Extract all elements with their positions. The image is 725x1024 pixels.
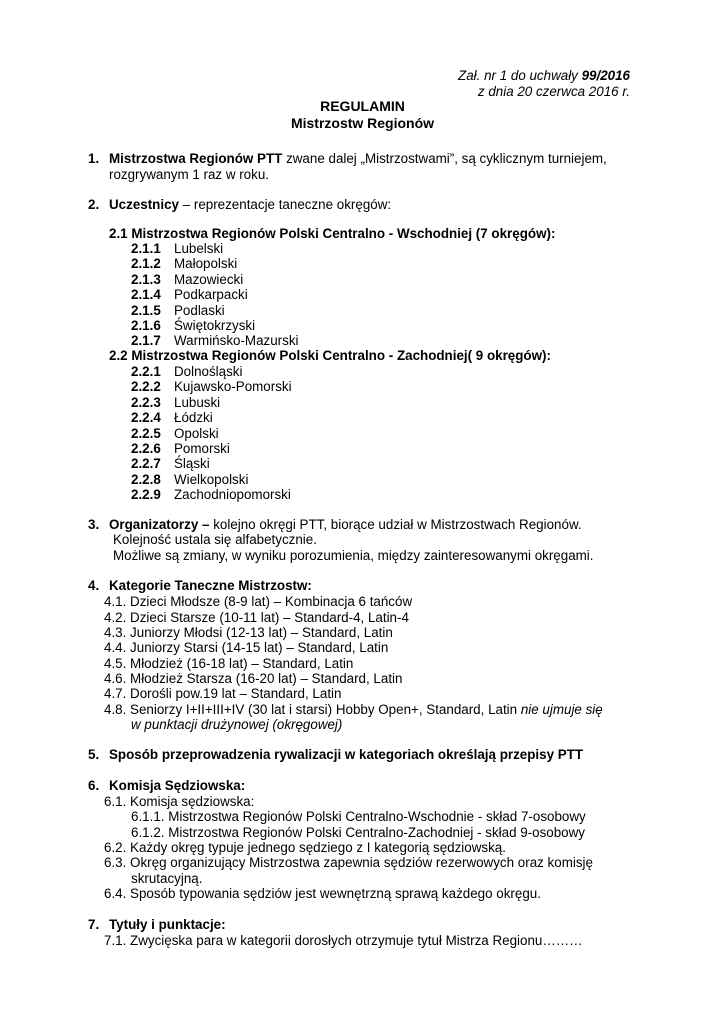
list-item: 6.4. Sposób typowania sędziów jest wewnętrzną sprawą każdego okręgu. bbox=[104, 886, 541, 901]
section-number: 6. bbox=[88, 778, 100, 793]
list-item: Mazowiecki bbox=[174, 272, 244, 287]
list-item-number: 2.2.2 bbox=[131, 379, 161, 394]
list-item-number: 2.2.6 bbox=[131, 441, 161, 456]
list-item: 4.5. Młodzież (16-18 lat) – Standard, Latin bbox=[104, 656, 354, 671]
list-item: Podlaski bbox=[174, 303, 225, 318]
list-item: Zachodniopomorski bbox=[174, 487, 291, 502]
list-item-number: 2.1.6 bbox=[131, 318, 161, 333]
section-number: 1. bbox=[88, 151, 100, 166]
section-4-title: Kategorie Taneczne Mistrzostw: bbox=[109, 578, 312, 593]
section-number: 3. bbox=[88, 517, 100, 532]
list-item-number: 2.2.3 bbox=[131, 395, 161, 410]
list-item: 4.8. Seniorzy I+II+III+IV (30 lat i starsi) Hobby Open+, Standard, Latin nie ujmuje się bbox=[104, 702, 603, 717]
section-number: 7. bbox=[88, 917, 100, 932]
list-item: 6.3. Okręg organizujący Mistrzostwa zapewnia sędziów rezerwowych oraz komisję bbox=[104, 855, 593, 870]
list-item-number: 2.2.4 bbox=[131, 410, 161, 425]
list-item-number: 2.1.4 bbox=[131, 287, 161, 302]
list-item: Lubuski bbox=[174, 395, 221, 410]
list-item: 7.1. Zwycięska para w kategorii dorosłych otrzymuje tytuł Mistrza Regionu……… bbox=[104, 933, 583, 948]
section-3-text-cont: Kolejność ustala się alfabetycznie. bbox=[113, 532, 317, 547]
list-item: 6.2. Każdy okręg typuje jednego sędziego z I kategorią sędziowską. bbox=[104, 840, 506, 855]
section-number: 2. bbox=[88, 197, 100, 212]
section-1-text: Mistrzostwa Regionów PTT zwane dalej „Mistrzostwami”, są cyklicznym turniejem, bbox=[109, 151, 607, 166]
resolution-reference: Zał. nr 1 do uchwały 99/2016 bbox=[458, 68, 630, 83]
list-item-number: 2.1.7 bbox=[131, 333, 161, 348]
section-6-title: Komisja Sędziowska: bbox=[109, 778, 246, 793]
section-2-text: Uczestnicy – reprezentacje taneczne okręgów: bbox=[109, 197, 392, 212]
list-item: 6.1.1. Mistrzostwa Regionów Polski Centralno-Wschodnie - skład 7-osobowy bbox=[131, 809, 586, 824]
subsection-title: 2.2 Mistrzostwa Regionów Polski Centralno - Zachodniej( 9 okręgów): bbox=[109, 348, 551, 363]
list-item: Małopolski bbox=[174, 256, 238, 271]
section-7-title: Tytuły i punktacje: bbox=[109, 917, 226, 932]
section-5-title: Sposób przeprowadzenia rywalizacji w kategoriach określają przepisy PTT bbox=[109, 747, 584, 762]
list-item: Dolnośląski bbox=[174, 364, 243, 379]
list-item: Wielkopolski bbox=[174, 472, 249, 487]
resolution-date: z dnia 20 czerwca 2016 r. bbox=[477, 84, 630, 99]
document-subtitle: Mistrzostw Regionów bbox=[290, 115, 435, 131]
list-item: Świętokrzyski bbox=[174, 318, 256, 333]
section-number: 5. bbox=[88, 747, 100, 762]
section-3-text: Organizatorzy – kolejno okręgi PTT, biorące udział w Mistrzostwach Regionów. bbox=[109, 517, 582, 532]
list-item: 4.1. Dzieci Młodsze (8-9 lat) – Kombinacja 6 tańców bbox=[104, 594, 413, 609]
list-item-number: 2.1.1 bbox=[131, 241, 161, 256]
list-item: Śląski bbox=[174, 456, 210, 471]
list-item-cont: skrutacyjną. bbox=[131, 871, 203, 886]
list-item: Warmińsko-Mazurski bbox=[174, 333, 299, 348]
list-item: 4.3. Juniorzy Młodsi (12-13 lat) – Standard, Latin bbox=[104, 625, 393, 640]
list-item: Kujawsko-Pomorski bbox=[174, 379, 292, 394]
list-item-number: 2.1.5 bbox=[131, 303, 161, 318]
list-item: 4.2. Dzieci Starsze (10-11 lat) – Standard-4, Latin-4 bbox=[104, 610, 409, 625]
list-item: 6.1.2. Mistrzostwa Regionów Polski Centralno-Zachodniej - skład 9-osobowy bbox=[131, 825, 586, 840]
list-item-note: w punktacji drużynowej (okręgowej) bbox=[131, 717, 343, 732]
list-item: 4.7. Dorośli pow.19 lat – Standard, Latin bbox=[104, 686, 342, 701]
list-item: Podkarpacki bbox=[174, 287, 248, 302]
list-item: Łódzki bbox=[174, 410, 213, 425]
list-item: 4.6. Młodzież Starsza (16-20 lat) – Standard, Latin bbox=[104, 671, 403, 686]
list-item-number: 2.2.8 bbox=[131, 472, 161, 487]
document-title: REGULAMIN bbox=[320, 98, 405, 114]
list-item: 4.4. Juniorzy Starsi (14-15 lat) – Standard, Latin bbox=[104, 640, 389, 655]
list-item: Lubelski bbox=[174, 241, 224, 256]
subsection-title: 2.1 Mistrzostwa Regionów Polski Centralno - Wschodniej (7 okręgów): bbox=[109, 226, 556, 241]
section-1-text-cont: rozgrywanym 1 raz w roku. bbox=[109, 167, 269, 182]
list-item-number: 2.1.2 bbox=[131, 256, 161, 271]
list-item: Opolski bbox=[174, 426, 219, 441]
section-3-text-cont: Możliwe są zmiany, w wyniku porozumienia, między zainteresowanymi okręgami. bbox=[113, 548, 594, 563]
section-number: 4. bbox=[88, 578, 100, 593]
list-item-number: 2.2.1 bbox=[131, 364, 161, 379]
list-item-number: 2.2.9 bbox=[131, 487, 161, 502]
list-item-number: 2.2.5 bbox=[131, 426, 161, 441]
list-item: Pomorski bbox=[174, 441, 230, 456]
list-item-number: 2.2.7 bbox=[131, 456, 161, 471]
list-item: 6.1. Komisja sędziowska: bbox=[104, 794, 255, 809]
list-item-number: 2.1.3 bbox=[131, 272, 161, 287]
